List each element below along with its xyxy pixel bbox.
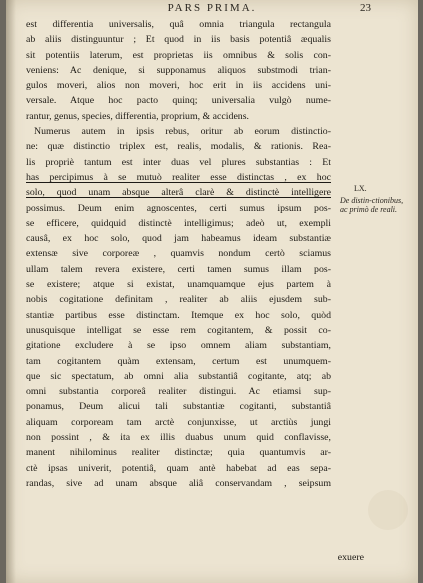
paper-stain <box>368 490 408 530</box>
text-line: gulos moveri, alios non moveri, hoc erit in iis accidens uni- <box>26 80 331 92</box>
body-text <box>26 17 331 491</box>
text-line: ponamus, Deum alicui tali substantiæ cogitanti, substantiâ <box>26 401 331 413</box>
text-line: veniens: Ac denique, si supponamus aliquos substmodi trian- <box>26 64 331 76</box>
text-line: omni substantia corporeâ realiter distingui. Ac etiamsi sup- <box>26 386 331 398</box>
text-line: non possint , & ita ex illis duabus unum quid conflavisse, <box>26 432 331 444</box>
text-line: ne: quæ distinctio triplex est, realis, modalis, & rationis. Rea- <box>26 141 331 153</box>
gutter-shadow <box>6 0 16 583</box>
text-line: Numerus autem in ipsis rebus, oritur ab eorum distinctio- <box>34 126 331 138</box>
text-line: unusquisque intelligat se esse rem cogitantem, & possit co- <box>26 324 331 336</box>
page-number: 23 <box>360 2 371 14</box>
catchword: exuere <box>337 552 364 563</box>
text-line: ctè ipsas univerit, potentiâ, quam antè habebat ad eas sepa- <box>26 462 331 474</box>
text-line: versale. Atque hoc pacto quinq; universalia vulgò nume- <box>26 95 331 107</box>
text-line: est differentia universalis, quâ omnia triangula rectangula <box>26 19 331 30</box>
text-line: ab aliis distinguuntur ; Et quod in iis basis potentiâ æqualis <box>26 34 331 46</box>
text-line: ullam talem revera existere, certi tamen sumus illam pos- <box>26 263 331 275</box>
text-line: se existere; atque si existat, unamquamque ejus partem à <box>26 279 331 291</box>
text-line: rantur, genus, species, differentia, proprium, & accidens. <box>26 110 250 122</box>
text-line: lis propriè tantum est inter duas vel plures substantias : Et <box>26 156 331 168</box>
underlined-text-line: solo, quod unam absque alterâ clarè & distinctè intelligere <box>26 187 331 199</box>
text-line: possimus. Deum enim agnoscentes, certi sumus ipsum pos- <box>26 202 331 214</box>
margin-note-text: De distin-ctionibus, ac primò de reali. <box>340 195 404 214</box>
text-line: gitatione excludere à se ipso omnem aliam substantiam, <box>26 340 331 352</box>
text-line: sit potentiis laterum, est proprietas iis omnibus & solis con- <box>26 49 331 61</box>
text-line: randas, sive ad unam absque aliâ conservandam , seipsum <box>26 477 331 489</box>
text-line: stantiæ partibus esse distinctam. Itemque ex hoc solo, quòd <box>26 309 331 321</box>
page-header <box>6 2 418 18</box>
text-line: extensæ sive corporeæ , quamvis nondum certò sciamus <box>26 248 331 260</box>
margin-note <box>340 184 410 215</box>
text-line: tam cogitantem quàm extensam, certum est unumquem- <box>26 355 331 367</box>
book-page <box>6 0 418 583</box>
text-line: manent nihilominus realiter distinctæ; quia quantumvis ar- <box>26 447 331 459</box>
margin-note-number: LX. <box>354 184 367 193</box>
text-line: aliquam corpoream tam arctè conjunxisse, ut arctiùs jungi <box>26 416 331 428</box>
text-line: se efficere, quidquid distinctè intelligimus; adeò ut, exempli <box>26 217 331 229</box>
underlined-text-line: has percipimus à se mutuò realiter esse distinctas , ex hoc <box>26 171 331 183</box>
text-line: causâ, ex hoc solo, quod jam habeamus ideam substantiæ <box>26 233 331 245</box>
text-line: que sic spectatum, ab omni alia substantiâ cogitante, atq; ab <box>26 370 331 382</box>
running-head: PARS PRIMA. <box>167 2 257 14</box>
text-line: nobis cogitatione definitam , realiter ab aliis ejusdem sub- <box>26 294 331 306</box>
